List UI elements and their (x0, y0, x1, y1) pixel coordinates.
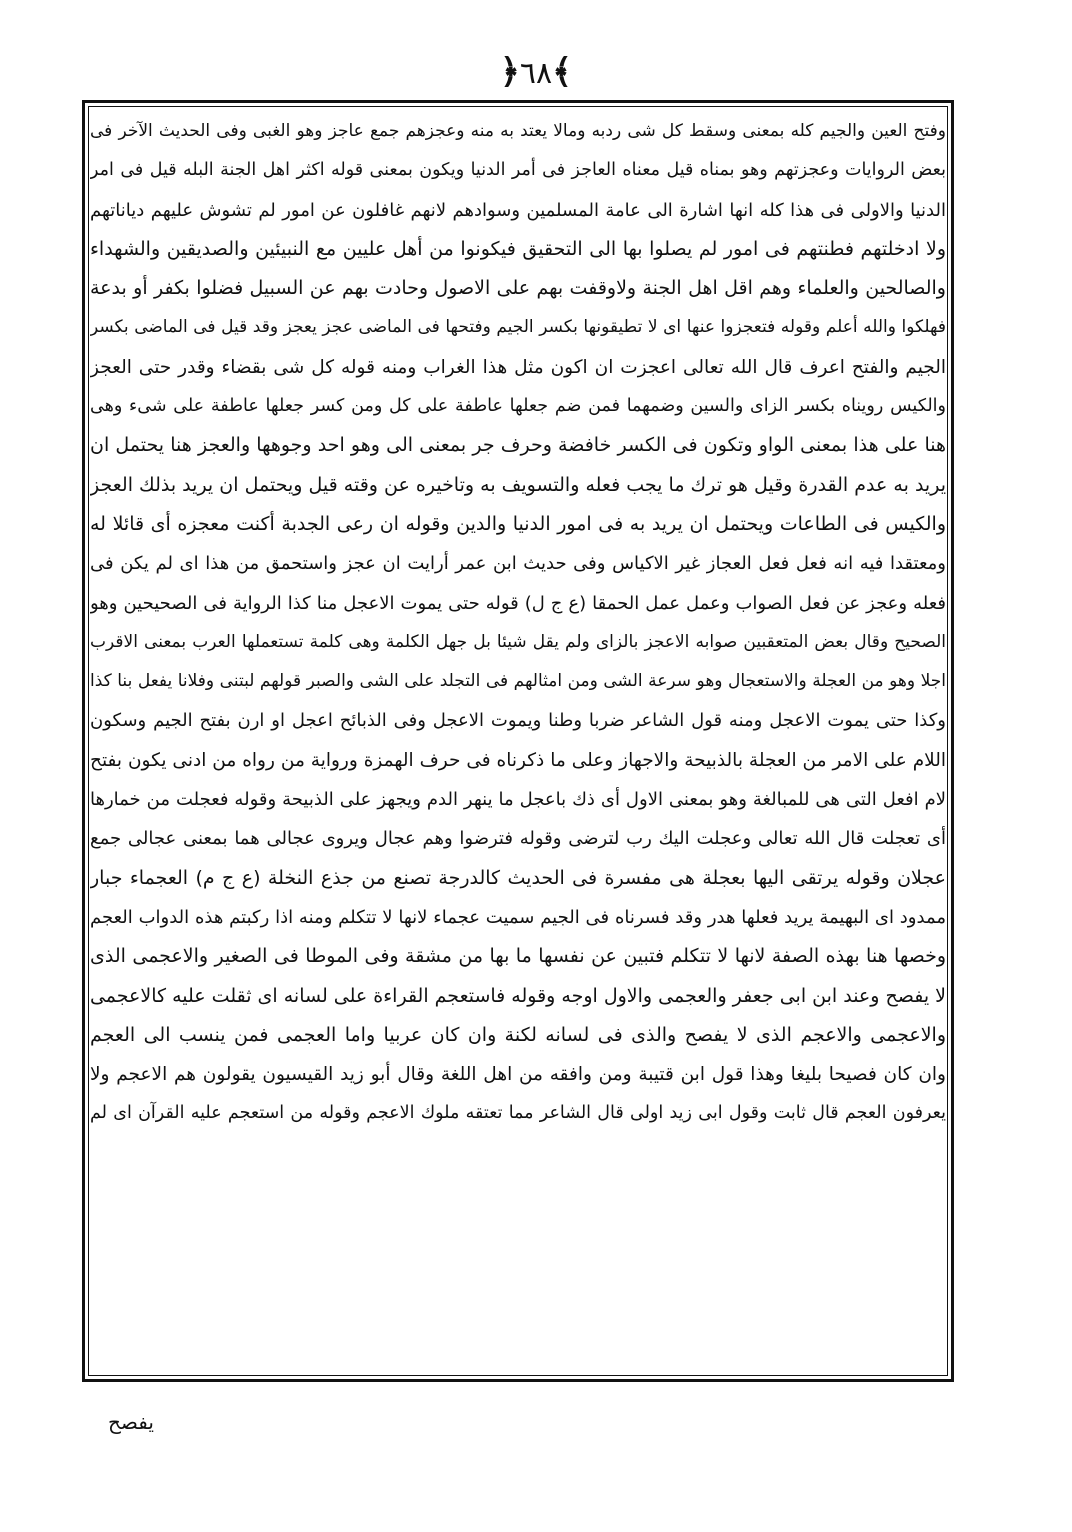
text-line: الصحيح وقال بعض المتعقبين صوابه الاعجز بالزاى ولم يقل شيئا بل جهل الكلمة وهى كلمة تستعملها العرب بمعنى الاقرب (90, 631, 946, 652)
text-line: والاعجمى والاعجم الذى لا يفصح والذى فى لسانه لكنة وان كان عربيا واما العجمى فمن ينسب الى العجم (90, 1023, 946, 1046)
text-line: هنا على هذا بمعنى الواو وتكون فى الكسر خافضة وحرف جر بمعنى الى وهو احد وجوهها والعجز هنا يحتمل ان (90, 434, 946, 457)
text-line: لا يفصح وعند ابن ابى جعفر والعجمى والاول اوجه وقوله فاستعجم القراءة على لسانه اى ثقلت عليه كالاعجمى (90, 984, 946, 1007)
text-line: يعرفون العجم قال ثابت وقول ابى زيد اولى قال الشاعر مما تعتقه ملوك الاعجم وقوله من استعجم عليه القرآن اى لم (90, 1103, 946, 1124)
text-line: اللام على الامر من العجلة بالذبيحة والاجهاز وعلى ما ذكرناه فى حرف الهمزة ورواية من رواه من ادنى يكون بفتح (90, 749, 946, 771)
text-line: والكيس فى الطاعات ويحتمل ان يريد به فى امور الدنيا والدين وقوله ان رعى الجدبة أكنت معجزه أى قائلا له (90, 512, 946, 535)
text-line: فعله وعجز عن فعل الصواب وعمل عمل الحمقا (ع ج ل) قوله حتى يموت الاعجل منا كذا الرواية فى الصحيحين وهو (90, 592, 946, 614)
text-line: أى تعجلت قال الله تعالى وعجلت اليك رب لترضى وقوله فترضوا وهم عجال ويروى عجالى هما بمعنى عجالى جمع (90, 828, 946, 850)
text-line: وخصها هنا بهذه الصفة لانها لا تتكلم فتبين عن نفسها ما بها من مشقة وفى الموطا فى الصغير والاعجمى الذى (90, 945, 946, 968)
text-line: فهلكوا والله أعلم وقوله فتعجزوا عنها اى لا تطيقونها بكسر الجيم وفتحها فى الماضى عجز يعجز وقد قيل فى الماضى بكسر (90, 317, 946, 338)
text-line: والصالحين والعلماء وهم اقل اهل الجنة ولاوقفت بهم على الاصول وحادت بهم عن السبيل فضلوا بكفر أو بدعة (90, 277, 946, 300)
text-line: الدنيا والاولى فى هذا كله انها اشارة الى عامة المسلمين وسوادهم لانهم غافلون عن امور لم تشوش عليهم دياناتهم (90, 199, 946, 221)
text-line: الجيم والفتح اعرف قال الله تعالى اعجزت ان اكون مثل هذا الغراب ومنه قوله كل شى بقضاء وقدر حتى العجز (90, 356, 946, 378)
body-text (90, 112, 946, 1374)
text-line: وان كان فصيحا بليغا وهذا قول ابن قتيبة ومن وافقه من اهل اللغة وقال أبو زيد القيسيون يقولون هم الاعجم ولا (90, 1064, 946, 1086)
text-line: وكذا حتى يموت الاعجل ومنه قول الشاعر ضربا وطنا ويموت الاعجل وفى الذبائح اعجل او ارن بفتح الجيم وسكون (90, 710, 946, 732)
text-line: ومعتقدا فيه انه فعل فعل العجاز غير الاكياس وفى حديث ابن عمر أرايت ان عجز واستحمق من هذا اى لم يكن فى (90, 553, 946, 575)
page-number-value: ٦٨ (519, 56, 553, 91)
text-line: اجلا وهو من العجلة والاستعجال وهو سرعة الشى ومن امثالهم فى التجلد على الشى والصبر قولهم لبتنى وفلانا يفعل بنا كذا (90, 671, 946, 692)
page-number (0, 52, 1072, 94)
text-line: بعض الروايات وعجزتهم وهو بمناه قيل معناه العاجز فى أمر الدنيا ويكون بمعنى قوله اكثر اهل الجنة البله قيل فى امر (90, 160, 946, 181)
text-line: يريد به عدم القدرة وقيل هو ترك ما يجب فعله والتسويف به وتاخيره عن وقته قيل ويحتمل ان يريد بذلك العجز (90, 473, 946, 496)
text-line: وفتح العين والجيم كله بمعنى وسقط كل شى ردبه ومالا يعتد به منه وعجزهم جمع عاجز وهو الغبى وفى الحديث الآخر فى (90, 121, 946, 141)
text-line: ممدود اى البهيمة يريد فعلها هدر وقد فسرناه فى الجيم سميت عجماء لانها لا تتكلم ومنه اذا ركبتم هذه الدواب العجم (90, 906, 946, 928)
text-line: لام افعل التى هى للمبالغة وهو بمعنى الاول أى ذك باعجل ما ينهر الدم ويجهز على الذبيحة وقوله فعجلت من خمارها (90, 789, 946, 811)
page-number-brace-close: ﴾ (552, 52, 573, 92)
text-line: ولا ادخلتهم فطنتهم فى امور لم يصلوا بها الى التحقيق فيكونوا من أهل عليين مع النبيئين والصديقين والشهداء (90, 237, 946, 260)
text-line: عجلان وقوله يرتقى اليها بعجلة هى مفسرة فى الحديث كالدرجة تصنع من جذع النخلة (ع ج م) العجماء جبار (90, 866, 946, 889)
page-number-brace-open: ﴿ (499, 52, 520, 92)
catchword: يفصح (108, 1410, 154, 1434)
text-line: والكيس رويناه بكسر الزاى والسين وضمهما فمن ضم جعلها عاطفة على كل ومن كسر جعلها عاطفة على شىء وهى (90, 396, 946, 417)
